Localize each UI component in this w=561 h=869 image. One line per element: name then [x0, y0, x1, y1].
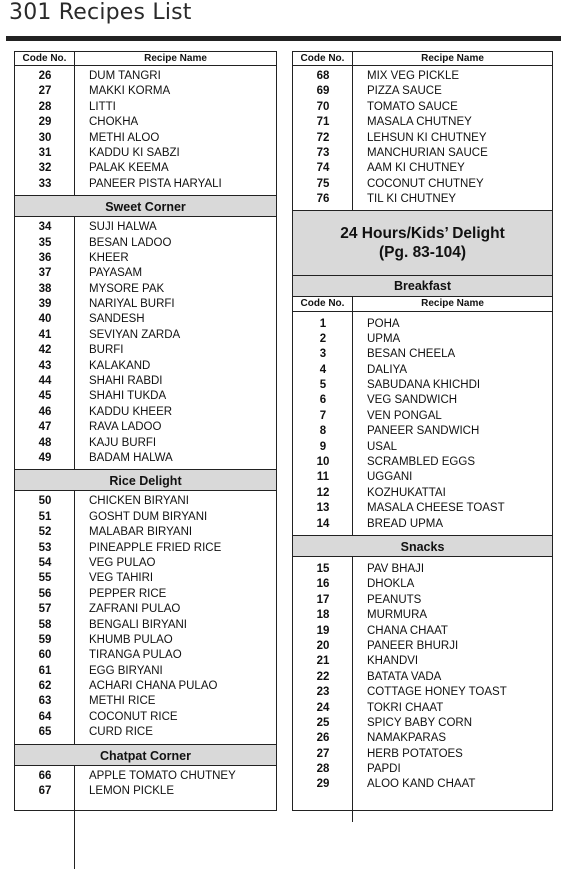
- recipe-row: [15, 100, 276, 115]
- recipe-row: [15, 618, 276, 633]
- recipe-name: HERB POTATOES: [367, 747, 463, 760]
- code-header: Code No.: [293, 297, 353, 311]
- recipe-code: 75: [316, 177, 330, 190]
- recipe-name: SEVIYAN ZARDA: [89, 328, 181, 341]
- recipe-name: MASALA CHEESE TOAST: [367, 502, 505, 515]
- recipe-code: 4: [319, 363, 327, 376]
- recipe-row: [15, 251, 276, 266]
- recipe-code: 31: [38, 146, 52, 159]
- left-group-1: [15, 66, 276, 195]
- recipe-row: [15, 359, 276, 374]
- recipe-code: 23: [316, 686, 330, 699]
- recipe-name: MURMURA: [367, 609, 428, 622]
- recipe-name: SHAHI TUKDA: [89, 390, 167, 403]
- recipe-row: [293, 177, 552, 192]
- recipe-row: [293, 317, 552, 332]
- recipe-row: [15, 297, 276, 312]
- recipe-name: SPICY BABY CORN: [367, 716, 473, 729]
- recipe-row: [15, 541, 276, 556]
- recipe-row: [15, 266, 276, 281]
- recipe-name: ALOO KAND CHAAT: [367, 778, 476, 791]
- recipe-name: PAV BHAJI: [367, 562, 425, 575]
- recipe-code: 12: [316, 486, 330, 499]
- recipe-code: 40: [38, 313, 52, 326]
- recipe-name: COTTAGE HONEY TOAST: [367, 686, 507, 699]
- recipe-name: EGG BIRYANI: [89, 664, 163, 677]
- recipe-name: ZAFRANI PULAO: [89, 603, 181, 616]
- recipe-row: [293, 332, 552, 347]
- recipe-row: [15, 420, 276, 435]
- recipe-name: MANCHURIAN SAUCE: [367, 146, 488, 159]
- recipe-code: 74: [316, 162, 330, 175]
- table-header: [293, 52, 552, 66]
- recipe-name: NARIYAL BURFI: [89, 298, 175, 311]
- recipe-row: [15, 556, 276, 571]
- recipe-row: [293, 131, 552, 146]
- recipe-row: [293, 747, 552, 762]
- recipe-name: LITTI: [89, 100, 116, 113]
- recipe-name: SANDESH: [89, 313, 145, 326]
- recipe-name: BADAM HALWA: [89, 451, 173, 464]
- recipe-row: [15, 451, 276, 466]
- section-sweet-corner: Sweet Corner: [15, 195, 276, 217]
- recipe-row: [15, 633, 276, 648]
- recipe-row: [293, 100, 552, 115]
- recipe-name: DUM TANGRI: [89, 70, 161, 82]
- recipe-name: TIL KI CHUTNEY: [367, 193, 457, 206]
- page-title: 301 Recipes List: [9, 0, 192, 25]
- recipe-row: [15, 769, 276, 784]
- recipe-name: VEN PONGAL: [367, 409, 442, 422]
- recipe-code: 28: [316, 763, 330, 776]
- recipe-name: BURFI: [89, 344, 124, 357]
- recipe-name: PAPDI: [367, 763, 401, 776]
- recipe-row: [293, 731, 552, 746]
- recipe-code: 28: [38, 100, 52, 113]
- recipe-code: 2: [319, 332, 327, 345]
- recipe-row: [15, 69, 276, 84]
- recipe-code: 20: [316, 639, 330, 652]
- recipe-code: 38: [38, 282, 52, 295]
- recipe-code: 26: [316, 732, 330, 745]
- recipe-name: VEG PULAO: [89, 556, 156, 569]
- recipe-name: KAJU BURFI: [89, 436, 157, 449]
- recipe-code: 35: [38, 236, 52, 249]
- recipe-row: [15, 343, 276, 358]
- recipe-code: 19: [316, 624, 330, 637]
- recipe-name: POHA: [367, 317, 400, 330]
- recipe-row: [293, 115, 552, 130]
- recipe-name: COCONUT CHUTNEY: [367, 177, 484, 190]
- recipe-code: 9: [319, 440, 327, 453]
- recipe-code: 57: [38, 603, 52, 616]
- name-header: Recipe Name: [421, 53, 484, 64]
- recipe-code: 1: [319, 317, 327, 330]
- recipe-name: GOSHT DUM BIRYANI: [89, 510, 208, 523]
- recipe-code: 76: [316, 193, 330, 206]
- recipe-code: 36: [38, 251, 52, 264]
- recipe-name: RAVA LADOO: [89, 421, 162, 434]
- recipe-row: [293, 670, 552, 685]
- recipe-code: 27: [38, 85, 52, 98]
- recipe-row: [15, 602, 276, 617]
- recipe-name: APPLE TOMATO CHUTNEY: [89, 769, 236, 782]
- recipe-code: 41: [38, 328, 52, 341]
- recipe-name: TIRANGA PULAO: [89, 649, 182, 662]
- recipe-code: 64: [38, 710, 52, 723]
- recipe-code: 21: [316, 655, 330, 668]
- recipe-row: [15, 236, 276, 251]
- recipe-name: MAKKI KORMA: [89, 85, 171, 98]
- recipe-name: MYSORE PAK: [89, 282, 165, 295]
- recipe-row: [293, 347, 552, 362]
- recipe-code: 47: [38, 421, 52, 434]
- recipe-name: AAM KI CHUTNEY: [367, 162, 465, 175]
- recipe-code: 44: [38, 375, 52, 388]
- recipe-name: PALAK KEEMA: [89, 162, 169, 175]
- recipe-row: [15, 328, 276, 343]
- recipe-code: 62: [38, 680, 52, 693]
- recipe-code: 70: [316, 100, 330, 113]
- recipe-row: [293, 624, 552, 639]
- recipe-name: DHOKLA: [367, 578, 415, 591]
- recipe-name: BESAN LADOO: [89, 236, 172, 249]
- recipe-name: VEG SANDWICH: [367, 394, 458, 407]
- recipe-name: PAYASAM: [89, 267, 143, 280]
- recipe-code: 42: [38, 344, 52, 357]
- recipe-code: 10: [316, 456, 330, 469]
- recipe-name: DALIYA: [367, 363, 408, 376]
- kids-delight-banner: [293, 210, 552, 276]
- recipe-row: [293, 716, 552, 731]
- recipe-row: [15, 374, 276, 389]
- recipe-row: [293, 424, 552, 439]
- recipe-row: [15, 648, 276, 663]
- recipe-code: 30: [38, 131, 52, 144]
- recipe-row: [15, 115, 276, 130]
- recipe-row: [15, 784, 276, 799]
- snacks-list: [293, 557, 552, 822]
- recipe-name: MALABAR BIRYANI: [89, 526, 193, 539]
- recipe-code: 29: [316, 778, 330, 791]
- recipe-code: 37: [38, 267, 52, 280]
- recipe-name: PANEER PISTA HARYALI: [89, 177, 222, 190]
- recipe-row: [293, 517, 552, 532]
- recipe-code: 68: [316, 70, 330, 82]
- recipe-name: PEPPER RICE: [89, 587, 167, 600]
- recipe-code: 27: [316, 747, 330, 760]
- recipe-name: BREAD UPMA: [367, 517, 444, 530]
- recipe-row: [15, 510, 276, 525]
- recipe-row: [15, 525, 276, 540]
- recipe-row: [15, 679, 276, 694]
- recipe-name: SUJI HALWA: [89, 221, 157, 234]
- section-chatpat-corner: Chatpat Corner: [15, 744, 276, 766]
- recipe-code: 59: [38, 633, 52, 646]
- recipe-name: KADDU KI SABZI: [89, 146, 180, 159]
- rice-list: [15, 491, 276, 743]
- recipe-row: [293, 192, 552, 207]
- recipe-code: 14: [316, 517, 330, 530]
- recipe-code: 15: [316, 562, 330, 575]
- recipe-name: BATATA VADA: [367, 670, 442, 683]
- recipe-name: COCONUT RICE: [89, 710, 178, 723]
- recipe-code: 18: [316, 609, 330, 622]
- recipe-row: [15, 131, 276, 146]
- recipe-name: PIZZA SAUCE: [367, 85, 442, 98]
- recipe-name: MIX VEG PICKLE: [367, 70, 460, 82]
- recipe-code: 25: [316, 716, 330, 729]
- kids-delight-title: 24 Hours/Kids’ Delight: [340, 224, 505, 242]
- recipe-row: [15, 494, 276, 509]
- recipe-code: 5: [319, 379, 327, 392]
- recipe-row: [293, 440, 552, 455]
- recipe-row: [293, 69, 552, 84]
- recipe-code: 73: [316, 146, 330, 159]
- recipe-code: 65: [38, 726, 52, 739]
- recipe-name: KHUMB PULAO: [89, 633, 173, 646]
- recipe-row: [293, 577, 552, 592]
- recipe-code: 49: [38, 451, 52, 464]
- recipe-name: SABUDANA KHICHDI: [367, 379, 481, 392]
- recipe-name: PINEAPPLE FRIED RICE: [89, 541, 222, 554]
- recipe-row: [293, 470, 552, 485]
- recipe-code: 16: [316, 578, 330, 591]
- recipe-code: 33: [38, 177, 52, 190]
- recipe-code: 11: [316, 471, 330, 484]
- recipe-code: 7: [319, 409, 327, 422]
- recipe-code: 32: [38, 162, 52, 175]
- recipe-name: SCRAMBLED EGGS: [367, 456, 475, 469]
- code-header: Code No.: [15, 52, 75, 65]
- name-header: Recipe Name: [144, 53, 207, 64]
- recipe-code: 72: [316, 131, 330, 144]
- code-header: Code No.: [293, 52, 353, 65]
- recipe-row: [15, 405, 276, 420]
- recipe-code: 39: [38, 298, 52, 311]
- recipe-name: UGGANI: [367, 471, 413, 484]
- recipe-code: 43: [38, 359, 52, 372]
- recipe-row: [293, 455, 552, 470]
- breakfast-header: [293, 297, 552, 312]
- kids-delight-pages: (Pg. 83-104): [378, 243, 466, 261]
- chatpat-list: [15, 766, 276, 869]
- recipe-code: 26: [38, 70, 52, 82]
- recipe-code: 3: [319, 348, 327, 361]
- title-rule: [6, 36, 561, 41]
- right-group-1: [293, 66, 552, 210]
- recipe-name: MASALA CHUTNEY: [367, 116, 472, 129]
- recipe-code: 46: [38, 405, 52, 418]
- recipe-row: [15, 220, 276, 235]
- recipe-name: USAL: [367, 440, 398, 453]
- recipe-name: CHANA CHAAT: [367, 624, 448, 637]
- recipe-name: METHI ALOO: [89, 131, 160, 144]
- recipe-row: [15, 389, 276, 404]
- recipe-name: SHAHI RABDI: [89, 375, 163, 388]
- recipe-code: 63: [38, 695, 52, 708]
- recipe-row: [15, 725, 276, 740]
- table-header: [15, 52, 276, 66]
- recipe-code: 67: [38, 785, 52, 798]
- recipe-code: 69: [316, 85, 330, 98]
- recipe-code: 55: [38, 572, 52, 585]
- recipe-name: CURD RICE: [89, 726, 153, 739]
- recipe-row: [15, 587, 276, 602]
- recipe-code: 45: [38, 390, 52, 403]
- recipe-code: 48: [38, 436, 52, 449]
- recipe-row: [293, 777, 552, 792]
- recipe-name: LEHSUN KI CHUTNEY: [367, 131, 487, 144]
- recipe-name: VEG TAHIRI: [89, 572, 154, 585]
- recipe-name: PANEER BHURJI: [367, 639, 459, 652]
- recipe-code: 22: [316, 670, 330, 683]
- recipe-row: [15, 664, 276, 679]
- recipe-name: TOMATO SAUCE: [367, 100, 458, 113]
- recipe-code: 71: [316, 116, 330, 129]
- recipe-row: [293, 639, 552, 654]
- recipe-name: ACHARI CHANA PULAO: [89, 680, 218, 693]
- recipe-row: [15, 571, 276, 586]
- recipe-code: 58: [38, 618, 52, 631]
- recipe-code: 61: [38, 664, 52, 677]
- recipe-name: BESAN CHEELA: [367, 348, 456, 361]
- recipe-name: TOKRI CHAAT: [367, 701, 444, 714]
- recipe-code: 29: [38, 116, 52, 129]
- recipe-row: [15, 282, 276, 297]
- recipe-code: 54: [38, 556, 52, 569]
- recipe-row: [15, 161, 276, 176]
- recipe-code: 13: [316, 502, 330, 515]
- recipe-code: 60: [38, 649, 52, 662]
- recipe-name: NAMAKPARAS: [367, 732, 447, 745]
- recipe-name: KALAKAND: [89, 359, 151, 372]
- section-rice-delight: Rice Delight: [15, 469, 276, 491]
- recipe-row: [15, 312, 276, 327]
- recipe-row: [293, 685, 552, 700]
- recipe-name: PEANUTS: [367, 593, 422, 606]
- recipe-row: [293, 363, 552, 378]
- recipe-row: [293, 762, 552, 777]
- recipe-row: [15, 694, 276, 709]
- recipe-row: [293, 701, 552, 716]
- recipe-row: [293, 378, 552, 393]
- recipe-row: [15, 710, 276, 725]
- recipe-row: [293, 84, 552, 99]
- name-header: Recipe Name: [421, 297, 484, 309]
- recipe-row: [293, 393, 552, 408]
- recipe-name: METHI RICE: [89, 695, 156, 708]
- recipe-name: UPMA: [367, 332, 401, 345]
- recipe-name: CHICKEN BIRYANI: [89, 495, 189, 508]
- recipe-row: [15, 84, 276, 99]
- recipe-code: 52: [38, 526, 52, 539]
- recipe-row: [293, 501, 552, 516]
- recipe-name: KHANDVI: [367, 655, 419, 668]
- recipe-code: 24: [316, 701, 330, 714]
- recipe-row: [293, 562, 552, 577]
- recipe-name: LEMON PICKLE: [89, 785, 174, 798]
- recipe-row: [293, 654, 552, 669]
- recipe-name: CHOKHA: [89, 116, 139, 129]
- recipe-row: [293, 146, 552, 161]
- recipe-row: [293, 409, 552, 424]
- right-table: [292, 51, 553, 811]
- recipe-code: 8: [319, 425, 327, 438]
- recipe-row: [15, 146, 276, 161]
- recipe-code: 17: [316, 593, 330, 606]
- recipe-code: 66: [38, 769, 52, 782]
- recipe-name: BENGALI BIRYANI: [89, 618, 187, 631]
- recipe-row: [293, 486, 552, 501]
- recipe-code: 50: [38, 495, 52, 508]
- recipe-name: KADDU KHEER: [89, 405, 173, 418]
- recipe-row: [15, 436, 276, 451]
- recipe-name: KHEER: [89, 251, 129, 264]
- recipe-row: [293, 593, 552, 608]
- recipe-code: 6: [319, 394, 327, 407]
- section-breakfast: Breakfast: [293, 276, 552, 297]
- recipe-code: 34: [38, 221, 52, 234]
- recipe-code: 56: [38, 587, 52, 600]
- recipe-row: [293, 161, 552, 176]
- sweet-list: [15, 217, 276, 469]
- recipe-row: [15, 177, 276, 192]
- recipe-code: 51: [38, 510, 52, 523]
- recipe-name: PANEER SANDWICH: [367, 425, 480, 438]
- breakfast-list: [293, 312, 552, 535]
- section-snacks: Snacks: [293, 535, 552, 557]
- recipe-row: [293, 608, 552, 623]
- recipe-code: 53: [38, 541, 52, 554]
- left-table: [14, 51, 277, 811]
- recipe-name: KOZHUKATTAI: [367, 486, 446, 499]
